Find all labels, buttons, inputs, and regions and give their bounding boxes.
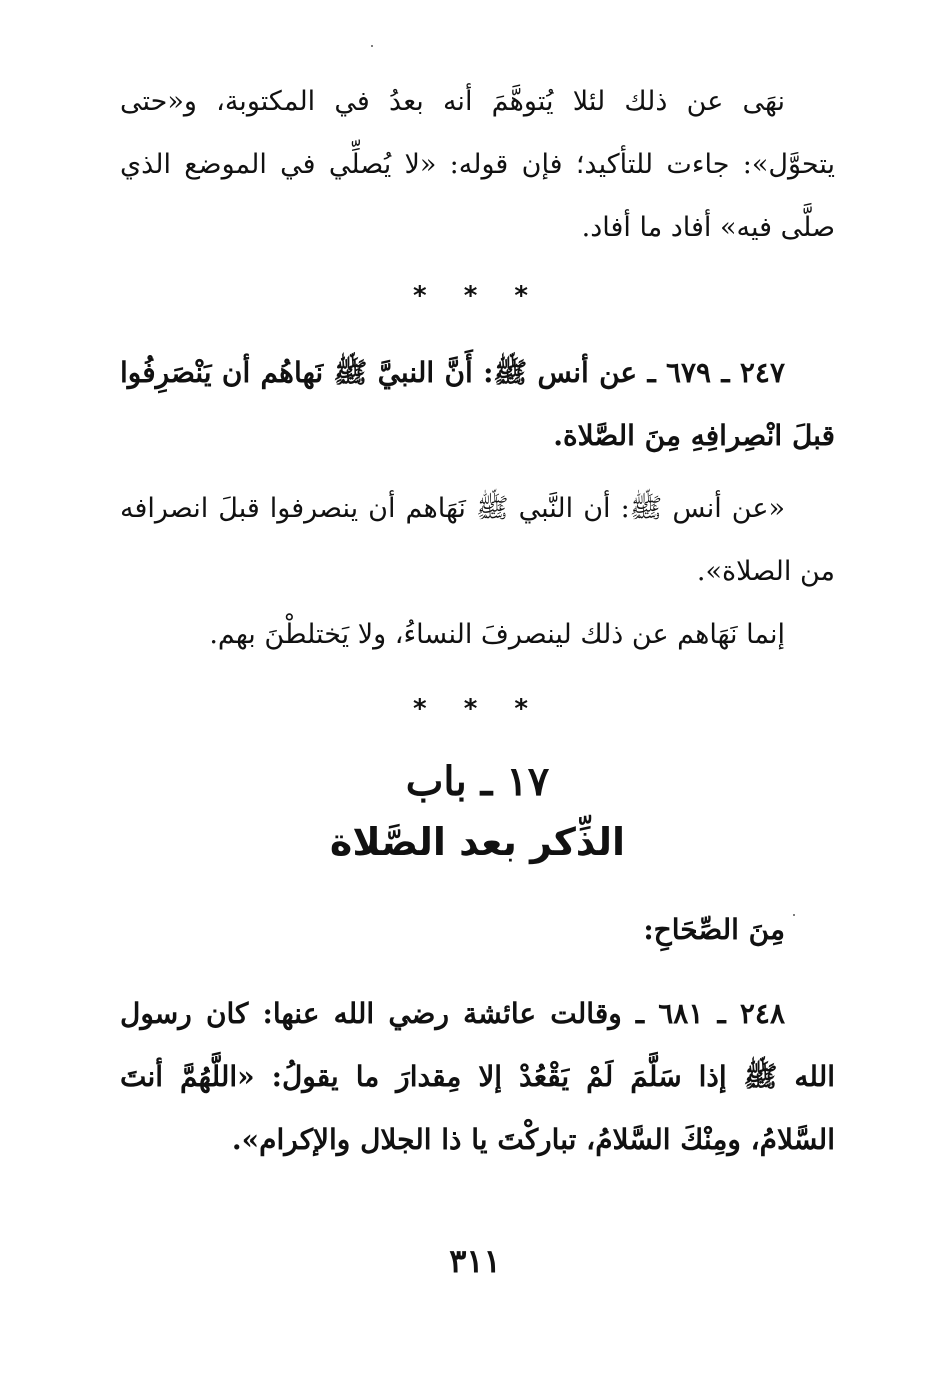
chapter-title: الذِّكر بعد الصَّلاة [329, 820, 626, 864]
hadith-248: ٢٤٨ ـ ٦٨١ ـ وقالت عائشة رضي الله عنها: كان رسول الله ﷺ إذا سَلَّمَ لَمْ يَقْعُدْ إلا مِقدارَ ما يقولُ: «اللَّهُمَّ أنتَ السَّلامُ، ومِنْكَ السَّلامُ، تباركْتَ يا ذا الجلال والإكرام». [120, 997, 835, 1156]
paragraph-commentary-2: إنما نَهَاهم عن ذلك لينصرفَ النساءُ، ولا يَختلطْنَ بهم. [209, 619, 785, 650]
section-separator: * * * [413, 694, 542, 724]
page-number: ٣١١ [449, 1242, 501, 1280]
scan-speck [371, 45, 373, 47]
hadith-247: ٢٤٧ ـ ٦٧٩ ـ عن أنس ﷺ: أَنَّ النبيَّ ﷺ نَهاهُم أن يَنْصَرِفُوا قبلَ انْصِرافِهِ مِنَ الصَّلاة. [120, 356, 835, 452]
page-content [120, 70, 835, 1171]
section-separator: * * * [413, 281, 542, 311]
paragraph-commentary-1: نهَى عن ذلك لئلا يُتوهَّمَ أنه بعدُ في المكتوبة، و«حتى يتحوَّل»: جاءت للتأكيد؛ فإن قوله: «لا يُصلِّي في الموضع الذي صلَّى فيه» أفاد ما أفاد. [120, 86, 835, 243]
subheading-sahih: مِنَ الصِّحَاحِ: [643, 913, 785, 946]
chapter-number: ١٧ ـ باب [405, 758, 550, 805]
paragraph-quote-247: «عن أنس ﷺ: أن النَّبي ﷺ نَهَاهم أن ينصرفوا قبلَ انصرافه من الصلاة». [120, 493, 835, 587]
